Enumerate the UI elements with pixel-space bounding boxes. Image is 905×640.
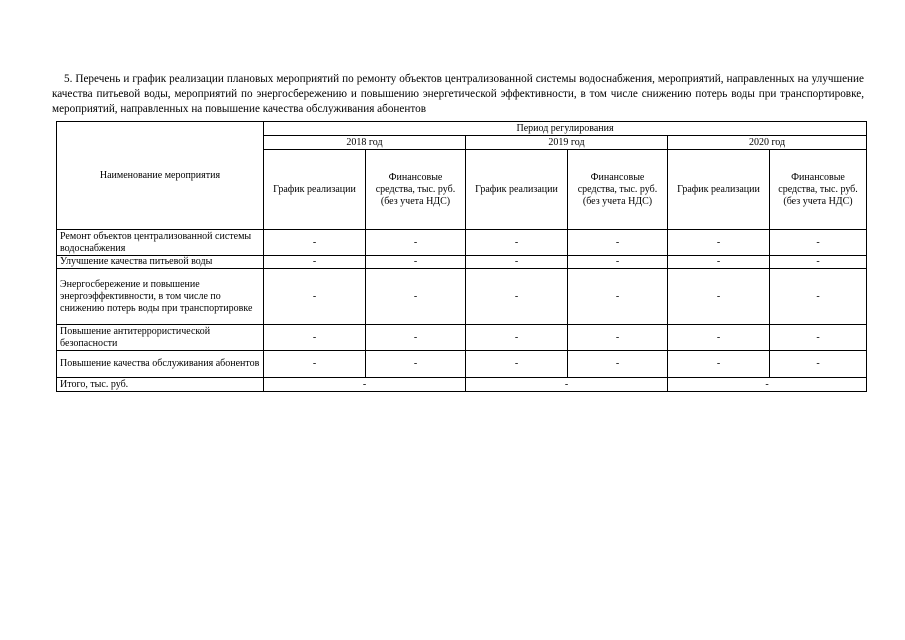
cell-value: - (568, 256, 668, 269)
total-value-2018: - (264, 378, 466, 392)
cell-value: - (668, 230, 770, 256)
cell-value: - (466, 230, 568, 256)
cell-value: - (770, 325, 867, 351)
total-row (57, 378, 867, 392)
cell-value: - (366, 256, 466, 269)
cell-value: - (770, 351, 867, 378)
cell-value: - (668, 325, 770, 351)
cell-value: - (366, 230, 466, 256)
cell-value: - (668, 269, 770, 325)
schedule-header: График реализации (668, 150, 770, 230)
plan-table (56, 121, 867, 392)
cell-value: - (568, 230, 668, 256)
table-row (57, 230, 867, 256)
funds-header: Финансовые средства, тыс. руб. (без учета НДС) (770, 150, 867, 230)
cell-value: - (770, 256, 867, 269)
cell-value: - (366, 325, 466, 351)
cell-value: - (770, 269, 867, 325)
funds-header: Финансовые средства, тыс. руб. (без учета НДС) (366, 150, 466, 230)
header-row-period (57, 122, 867, 136)
year-header-2019: 2019 год (466, 136, 668, 150)
year-header-2018: 2018 год (264, 136, 466, 150)
cell-value: - (466, 256, 568, 269)
section-heading: 5. Перечень и график реализации плановых мероприятий по ремонту объектов централизованной системы водоснабжения, мероприятий, направленных на улучшение качества питьевой воды, мероприятий по энергосбережению и повышению энергетической эффективности, в том числе снижению потерь воды при транспортировке, мероприятий, направленных на повышение качества обслуживания абонентов (52, 73, 864, 116)
table-row (57, 325, 867, 351)
cell-value: - (770, 230, 867, 256)
cell-value: - (466, 269, 568, 325)
table-row (57, 256, 867, 269)
cell-value: - (466, 325, 568, 351)
cell-value: - (264, 325, 366, 351)
cell-value: - (366, 351, 466, 378)
cell-value: - (668, 351, 770, 378)
cell-value: - (264, 230, 366, 256)
cell-value: - (568, 351, 668, 378)
cell-value: - (264, 269, 366, 325)
total-value-2019: - (466, 378, 668, 392)
table-row (57, 269, 867, 325)
row-name: Энергосбережение и повышение энергоэффективности, в том числе по снижению потерь воды при транспортировке (57, 269, 264, 325)
schedule-header: График реализации (264, 150, 366, 230)
row-name: Повышение антитеррористической безопасности (57, 325, 264, 351)
cell-value: - (466, 351, 568, 378)
cell-value: - (264, 351, 366, 378)
funds-header: Финансовые средства, тыс. руб. (без учета НДС) (568, 150, 668, 230)
total-value-2020: - (668, 378, 867, 392)
cell-value: - (668, 256, 770, 269)
table-row (57, 351, 867, 378)
row-name: Улучшение качества питьевой воды (57, 256, 264, 269)
name-column-header: Наименование мероприятия (57, 122, 264, 230)
year-header-2020: 2020 год (668, 136, 867, 150)
cell-value: - (366, 269, 466, 325)
row-name: Повышение качества обслуживания абонентов (57, 351, 264, 378)
cell-value: - (264, 256, 366, 269)
cell-value: - (568, 325, 668, 351)
row-name: Ремонт объектов централизованной системы водоснабжения (57, 230, 264, 256)
cell-value: - (568, 269, 668, 325)
schedule-header: График реализации (466, 150, 568, 230)
total-label: Итого, тыс. руб. (57, 378, 264, 392)
period-header: Период регулирования (264, 122, 867, 136)
